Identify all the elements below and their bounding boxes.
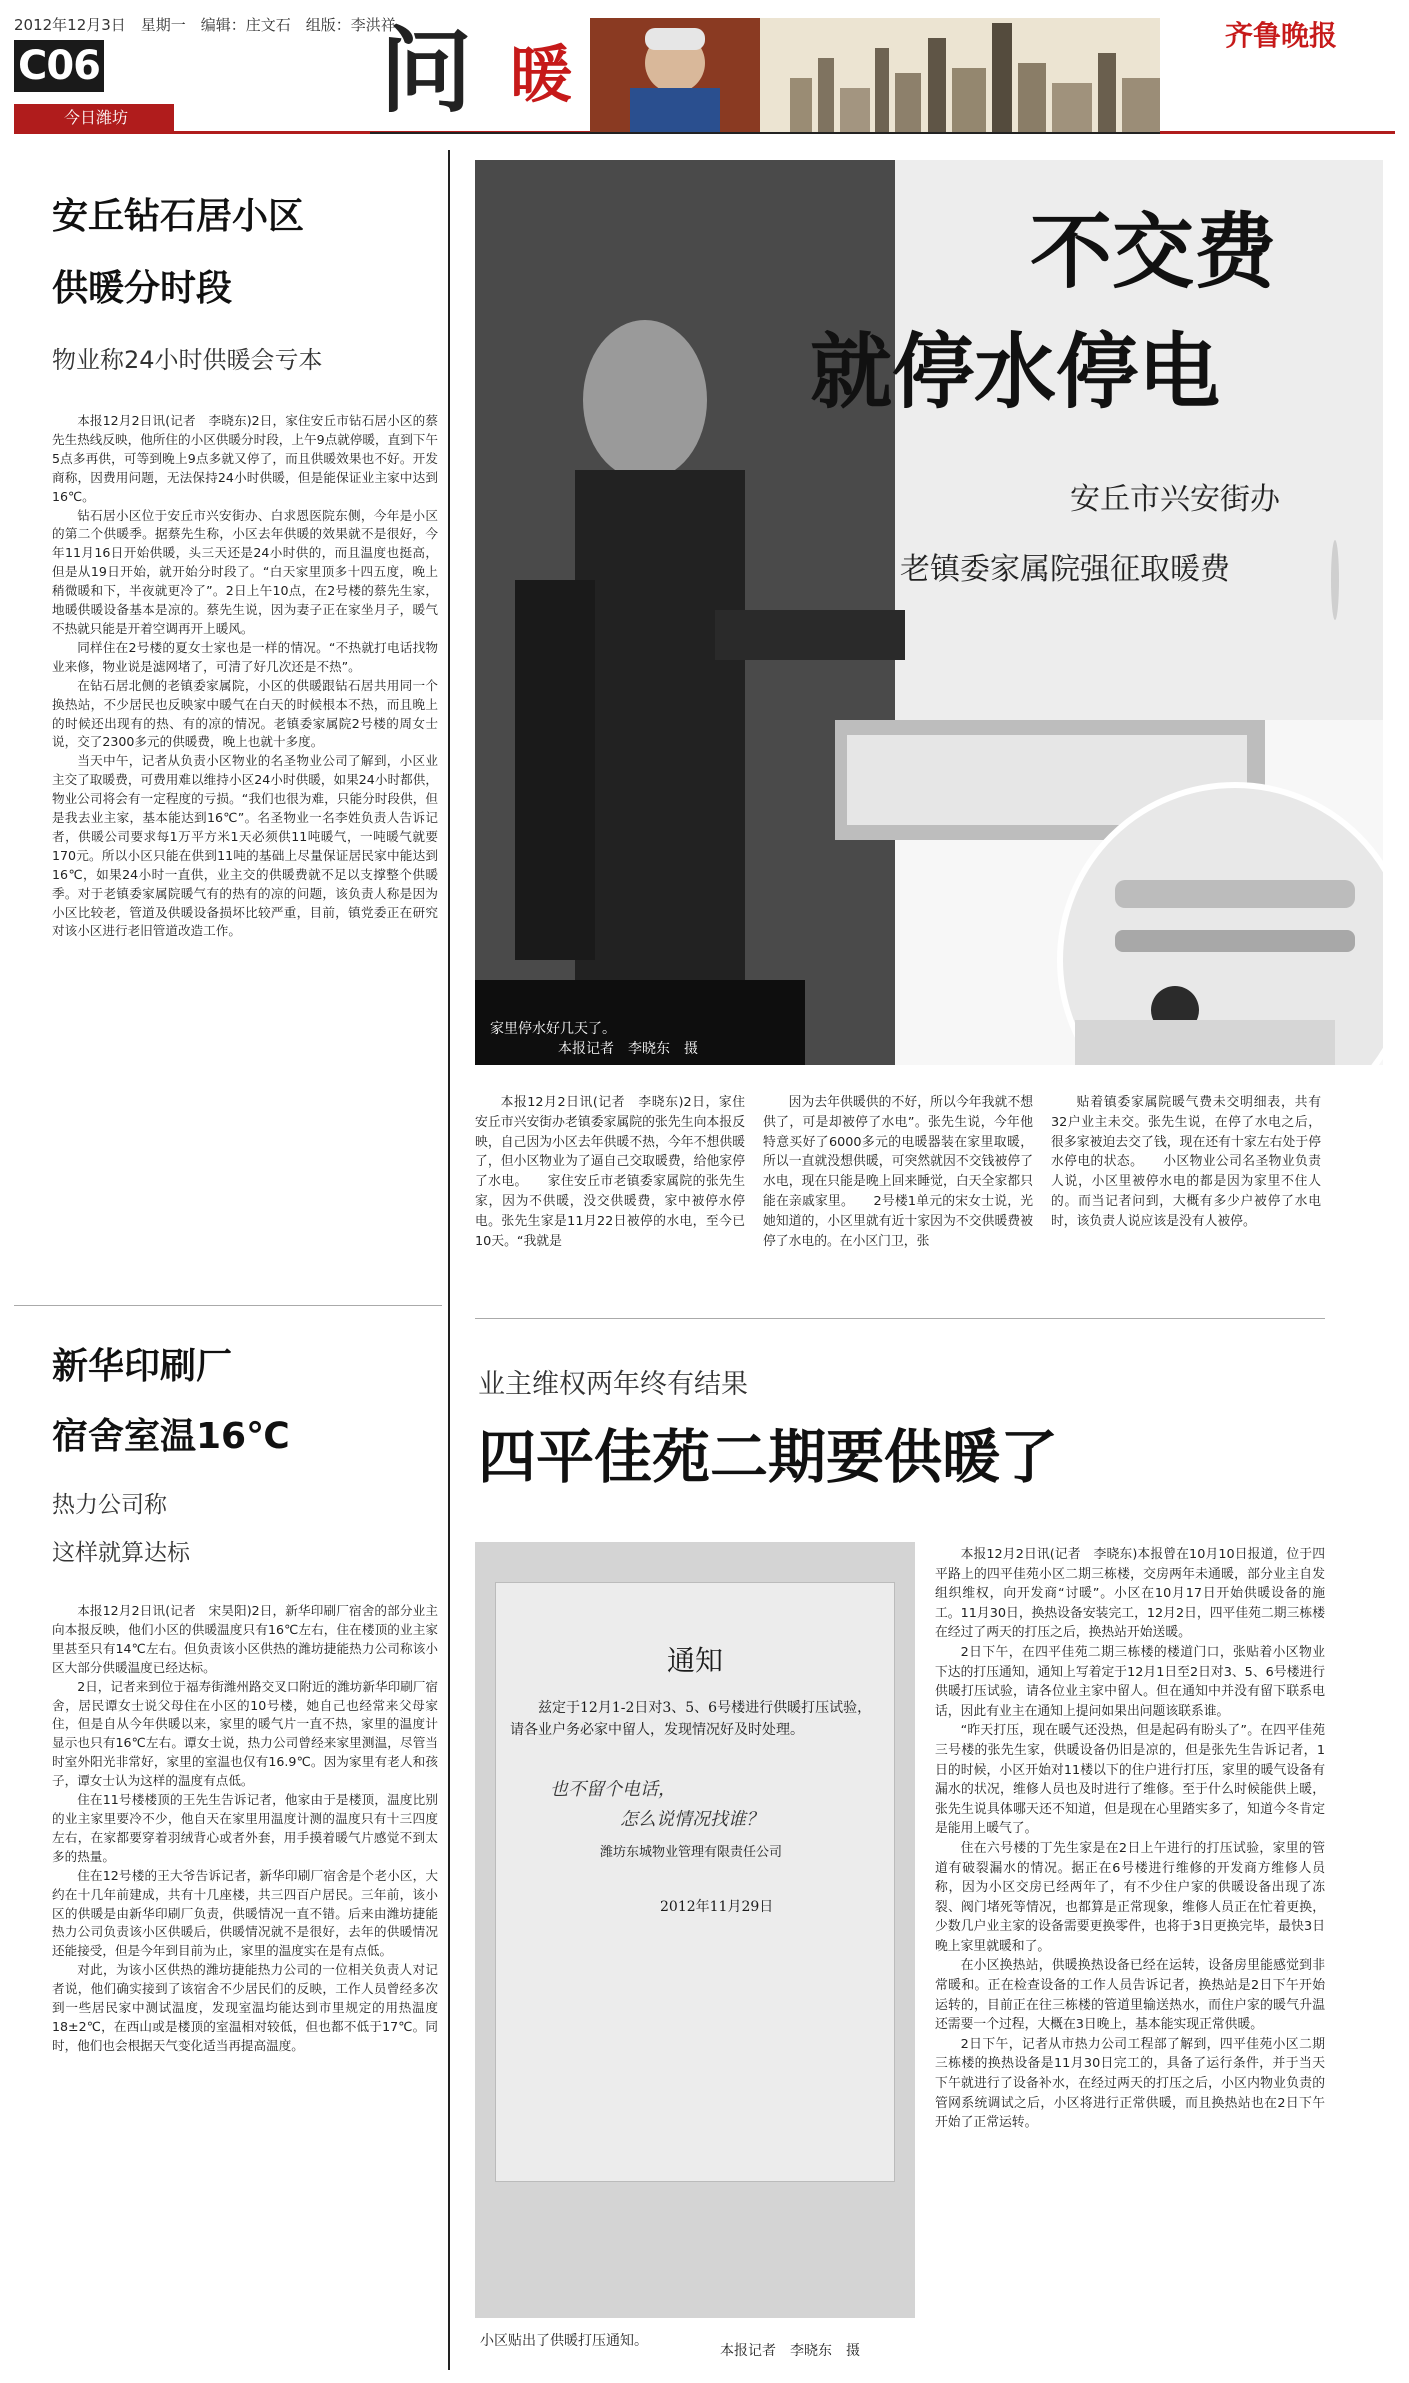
notice-paper <box>495 1582 895 2182</box>
banner-skyline-illustration <box>590 18 1160 132</box>
story1-paragraph: 钻石居小区位于安丘市兴安街办、白求恩医院东侧，今年是小区的第二个供暖季。据蔡先生称，小区去年供暖的效果就不是很好，今年11月16日开始供暖，头三天还是24小时供的，而且温度也挺高，但是从19日开始，就开始分时段了。“白天家里顶多十四五度，晚上稍微暖和下，半夜就更冷了”。2日上午10点，在2号楼的蔡先生家，地暖供暖设备基本是凉的。蔡先生说，因为妻子正在家坐月子，暖气不热就只能是开着空调再开上暖风。 <box>52 507 438 636</box>
notice-photo-caption: 小区贴出了供暖打压通知。 <box>480 2333 648 2349</box>
story-divider <box>14 1305 442 1306</box>
section-tab: 今日潍坊 <box>14 104 174 132</box>
story2-paragraph: 住在12号楼的王大爷告诉记者，新华印刷厂宿舍是个老小区，大约在十几年前建成，共有十几座楼，共三四百户居民。三年前，该小区的供暖是由新华印刷厂负责，供暖情况一直不错。后来由潍坊捷能热力公司负责该小区供暖后，供暖情况就不是很好，去年的供暖情况还能接受，但是今年到目前为止，家里的温度实在是有点低。 <box>52 1867 438 1959</box>
story4-paragraph: 2日下午，记者从市热力公司工程部了解到，四平佳苑小区二期三栋楼的换热设备是11月30日完工的，具备了运行条件，并于当天下午就进行了设备补水，在经过两天的打压之后，小区内物业负责的管网系统调试之后，小区将进行正常供暖，而且换热站也在2日下午开始了正常运转。 <box>935 2036 1325 2131</box>
story3-title-line2: 就停水停电 <box>810 325 1221 420</box>
story3-column-3: 贴着镇委家属院暖气费未交明细表，共有32户业主未交。张先生说，在停了水电之后，很多家被迫去交了钱，现在还有十家左右处于停水停电的状态。 小区物业公司名圣物业负责人说，小区里被停水电的都是因为家里不住人的。而当记者问到，大概有多少户被停了水电时，该负责人说应该是没有人被停。 <box>1051 1095 1321 1229</box>
section-banner <box>370 10 1160 134</box>
story2-subtitle-line1: 热力公司称 <box>52 1492 167 1518</box>
story3-subtitle-line2: 老镇委家属院强征取暖费 <box>900 552 1230 587</box>
notice-handwriting-2: 怎么说情况找谁？ <box>620 1809 764 1830</box>
story-divider-right <box>475 1318 1325 1319</box>
story4-paragraph: “昨天打压，现在暖气还没热，但是起码有盼头了”。在四平佳苑三号楼的张先生家，供暖设备仍旧是凉的，但是张先生告诉记者，1日的时候，小区开始对11楼以下的住户进行打压，家里的暖气设备有漏水的状况，维修人员也及时进行了维修。至于什么时候能供上暖，张先生说具体哪天还不知道，但是现在心里踏实多了，知道今冬肯定是能用上暖气了。 <box>935 1723 1325 1837</box>
story2-paragraph: 住在11号楼楼顶的王先生告诉记者，他家由于是楼顶，温度比别的业主家里要冷不少，他自天在家里用温度计测的温度只有十三四度左右，在家都要穿着羽绒背心或者外套，用手摸着暖气片感觉不到太多的热量。 <box>52 1792 438 1864</box>
story1-paragraph: 当天中午，记者从负责小区物业的名圣物业公司了解到，小区业主交了取暖费，可费用难以维持小区24小时供暖，如果24小时都供，物业公司将会有一定程度的亏损。“我们也很为难，只能分时段供，但是我去业主家，基本能达到16℃”。名圣物业一名李姓负责人告诉记者，供暖公司要求每1万平方米1天必须供11吨暖气，一吨暖气就要170元。所以小区只能在供到11吨的基础上尽量保证居民家中能达到16℃，如果24小时一直供，业主交的供暖费就不足以支撑整个供暖季。对于老镇委家属院暖气有的热有的凉的问题，该负责人称是因为小区比较老，管道及供暖设备损坏比较严重，目前，镇党委正在研究对该小区进行老旧管道改造工作。 <box>52 753 438 939</box>
story3-column-1: 本报12月2日讯(记者 李晓东)2日，家住安丘市兴安街办老镇委家属院的张先生向本报反映，自己因为小区去年供暖不热，今年不想供暖了，但小区物业为了逼自己交取暖费，给他家停了水电。 家住安丘市老镇委家属院的张先生家，因为不供暖，没交供暖费，家中被停水停电。张先生家是11月22日被停的水电，至今已10天。“我就是 <box>475 1095 745 1249</box>
column-divider <box>448 150 450 2370</box>
dateline: 2012年12月3日 星期一 编辑：庄文石 组版：李洪祥 <box>14 16 396 34</box>
story4-kicker: 业主维权两年终有结果 <box>478 1369 748 1400</box>
story4-paragraph: 本报12月2日讯(记者 李晓东)本报曾在10月10日报道，位于四平路上的四平佳苑小区二期三栋楼，交房两年未通暖，部分业主自发组织维权，向开发商“讨暖”。小区在10月17日开始供暖设备的施工。11月30日，换热设备安装完工，12月2日，四平佳苑二期三栋楼在经过了两天的打压之后，换热站开始送暖。 <box>935 1547 1325 1641</box>
story3-subtitle-line1: 安丘市兴安街办 <box>1070 482 1280 517</box>
notice-photo <box>475 1542 915 2318</box>
story4-paragraph: 在小区换热站，供暖换热设备已经在运转，设备房里能感觉到非常暖和。正在检查设备的工作人员告诉记者，换热站是2日下午开始运转的，目前正在往三栋楼的管道里输送热水，而住户家的暖气升温还需要一个过程，大概在3日晚上，基本能实现正常供暖。 <box>935 1958 1325 2033</box>
story1-subtitle: 物业称24小时供暖会亏本 <box>52 346 323 374</box>
story1-paragraph: 本报12月2日讯(记者 李晓东)2日，家住安丘市钻石居小区的蔡先生热线反映，他所住的小区供暖分时段，上午9点就停暖，直到下午5点多再供，可等到晚上9点多就又停了，而且供暖效果也不好。开发商称，因费用问题，无法保持24小时供暖，但是能保证业主家中达到16℃。 <box>52 413 438 504</box>
story2-subtitle-line2: 这样就算达标 <box>52 1540 190 1566</box>
notice-handwriting-1: 也不留个电话， <box>550 1779 676 1800</box>
notice-company: 潍坊东城物业管理有限责任公司 <box>600 1845 783 1860</box>
story2-paragraph: 2日，记者来到位于福寿街潍州路交叉口附近的潍坊新华印刷厂宿舍，居民谭女士说父母住在小区的10号楼，她自己也经常来父母家住，但是自从今年供暖以来，家里的暖气片一直不热，家里的温度计显示也只有16℃左右。谭女士说，热力公司曾经来家里测温，尽管当时室外阳光非常好，家里的室温也仅有16.9℃。因为家里有老人和孩子，谭女士认为这样的温度有点低。 <box>52 1678 438 1789</box>
story1-paragraph: 同样住在2号楼的夏女士家也是一样的情况。“不热就打电话找物业来修，物业说是滤网堵了，可清了好几次还是不热”。 <box>52 639 438 674</box>
notice-date: 2012年11月29日 <box>660 1899 774 1915</box>
story2-title-line2: 宿舍室温16℃ <box>52 1416 290 1457</box>
story4-title: 四平佳苑二期要供暖了 <box>478 1423 1059 1491</box>
story1-paragraph: 在钻石居北侧的老镇委家属院，小区的供暖跟钻石居共用同一个换热站，不少居民也反映家中暖气在白天的时候根本不热，而且晚上的时候还出现有的热、有的凉的情况。老镇委家属院2号楼的周女士说，交了2300多元的供暖费，晚上也就十多度。 <box>52 677 438 750</box>
story1-title-line2: 供暖分时段 <box>52 268 233 309</box>
story2-body <box>52 1602 438 2056</box>
newspaper-brand: 齐鲁晚报 <box>1225 19 1338 52</box>
story4-paragraph: 2日下午，在四平佳苑二期三栋楼的楼道门口，张贴着小区物业下达的打压通知，通知上写着定于12月1日至2日对3、5、6号楼进行供暖打压试验，请各位业主家中留人。但在通知中并没有留下联系电话，因此有业主在通知上提问如果出问题该联系谁。 <box>935 1644 1325 1719</box>
story1-body <box>52 412 438 941</box>
banner-word-warmth: 暖 <box>510 38 573 111</box>
story2-title-line1: 新华印刷厂 <box>52 1346 233 1387</box>
lead-photo-caption: 家里停水好几天了。 <box>490 1021 616 1037</box>
story1-title-line1: 安丘钻石居小区 <box>52 196 305 237</box>
notice-title: 通知 <box>666 1644 723 1677</box>
story3-title-line1: 不交费 <box>1030 205 1277 300</box>
story3-column-2: 因为去年供暖供的不好，所以今年我就不想供了，可是却被停了水电”。张先生说，今年他特意买好了6000多元的电暖器装在家里取暖，所以一直就没想供暖，可突然就因不交钱被停了水电，现在只能是晚上回来睡觉，白天全家都只能在亲戚家里。 2号楼1单元的宋女士说，光她知道的，小区里就有近十家因为不交供暖费被停了水电的。在小区门卫，张 <box>763 1095 1033 1249</box>
story4-body <box>935 1545 1325 2133</box>
notice-body: 兹定于12月1-2日对3、5、6号楼进行供暖打压试验，请各业户务必家中留人，发现情况好及时处理。 <box>510 1700 872 1738</box>
lead-photo-credit: 本报记者 李晓东 摄 <box>558 1041 698 1057</box>
notice-photo-credit: 本报记者 李晓东 摄 <box>720 2343 860 2359</box>
banner-word-ask: 问 <box>380 18 473 125</box>
story4-paragraph: 住在六号楼的丁先生家是在2日上午进行的打压试验，家里的管道有破裂漏水的情况。据正在6号楼进行维修的开发商方维修人员称，因为小区交房已经两年了，有不少住户家的供暖设备出现了冻裂、阀门堵死等情况，也都算是正常现象，维修人员正在忙着更换，少数几户业主家的设备需要更换零件，也将于3日更换完毕，最快3日晚上家里就暖和了。 <box>935 1840 1325 1954</box>
page-code: C06 <box>14 40 104 92</box>
story2-paragraph: 本报12月2日讯(记者 宋昊阳)2日，新华印刷厂宿舍的部分业主向本报反映，他们小区的供暖温度只有16℃左右，住在楼顶的业主家里甚至只有14℃左右。但负责该小区供热的潍坊捷能热力公司称该小区大部分供暖温度已经达标。 <box>52 1603 438 1675</box>
story2-paragraph: 对此，为该小区供热的潍坊捷能热力公司的一位相关负责人对记者说，他们确实接到了该宿舍不少居民们的反映，工作人员曾经多次到一些居民家中测试温度，发现室温均能达到市里规定的用热温度18±2℃，在西山或是楼顶的室温相对较低，但也都不低于17℃。同时，他们也会根据天气变化适当再提高温度。 <box>52 1962 438 2053</box>
